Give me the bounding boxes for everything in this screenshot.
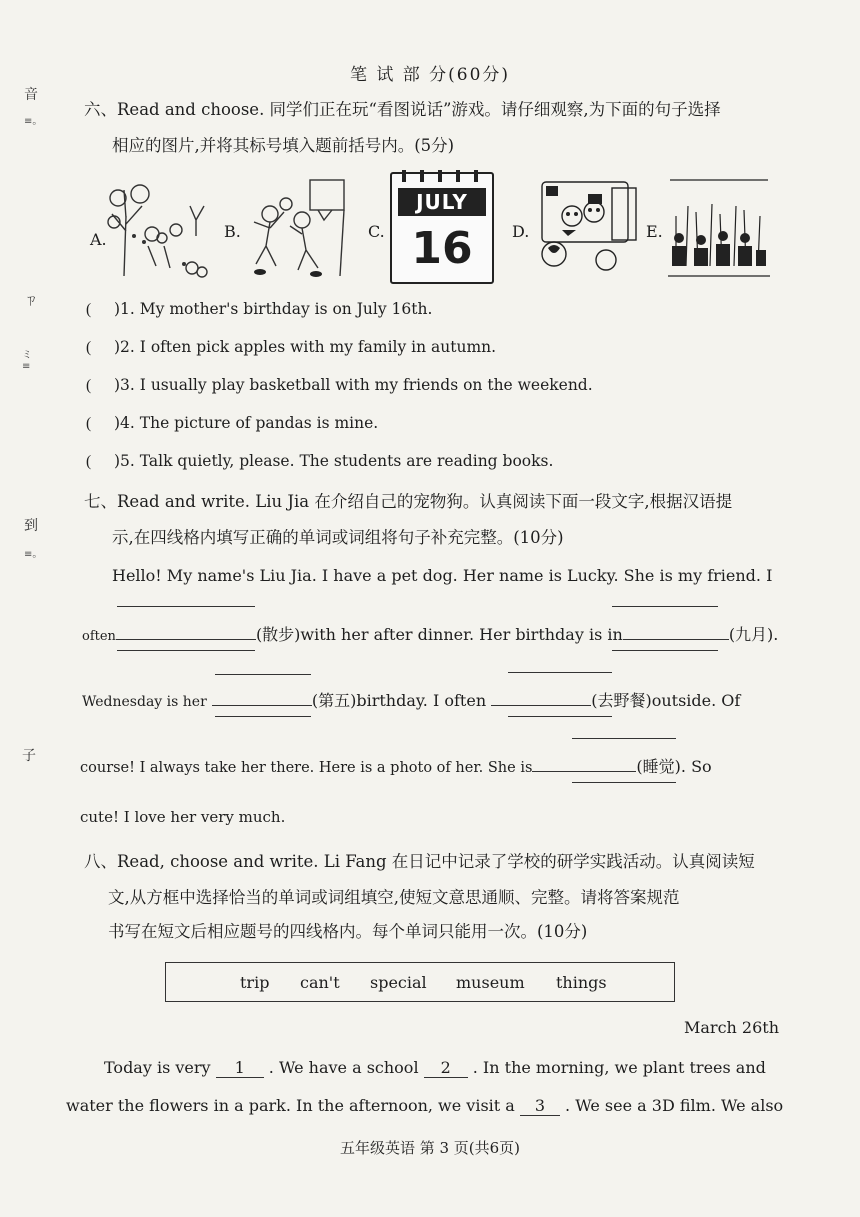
q7-paragraph-line-4: course! I always take her there. Here is a photo of her. She is (睡觉). So — [80, 757, 712, 776]
word-bank-box — [165, 962, 675, 1002]
blank-fifth[interactable] — [212, 689, 312, 706]
writing-grid-line — [572, 782, 676, 783]
q6-item-2: ( )2. I often pick apples with my family in autumn. — [86, 338, 497, 356]
q7-instruction-1: 七、Read and write. Liu Jia 在介绍自己的宠物狗。认真阅读下面一段文字,根据汉语提 — [84, 492, 733, 511]
answer-bracket[interactable]: ( — [86, 415, 92, 432]
writing-grid-line — [117, 606, 255, 607]
page-footer: 五年级英语 第 3 页(共6页) — [339, 1139, 521, 1157]
q6-item-1: ( )1. My mother's birthday is on July 16th. — [86, 300, 433, 318]
word-option: trip — [240, 973, 270, 992]
q8-instruction-1: 八、Read, choose and write. Li Fang 在日记中记录了学校的研学实践活动。认真阅读短 — [84, 852, 755, 871]
side-mark: 子 — [22, 748, 36, 764]
writing-grid-line — [508, 672, 612, 673]
side-mark: 到 — [24, 518, 38, 534]
q6-instruction-2: 相应的图片,并将其标号填入题前括号内。(5分) — [112, 136, 455, 155]
diary-date: March 26th — [684, 1018, 780, 1037]
side-mark-small: ミ ≡ — [22, 350, 32, 372]
writing-grid-line — [117, 650, 255, 651]
answer-bracket[interactable]: ( — [86, 377, 92, 394]
q7-paragraph-line-1: Hello! My name's Liu Jia. I have a pet dog. Her name is Lucky. She is my friend. I — [112, 566, 773, 585]
writing-grid-line — [215, 716, 311, 717]
word-option: museum — [456, 973, 525, 992]
writing-grid-line — [612, 606, 718, 607]
library-readers-icon — [664, 176, 774, 282]
blank-2[interactable]: 2 — [424, 1058, 468, 1078]
q7-paragraph-line-2: often (散步)with her after dinner. Her birthday is in (九月). — [82, 625, 779, 644]
picture-a-label: A. — [90, 230, 107, 249]
q7-paragraph-line-3: Wednesday is her (第五)birthday. I often (去野餐)outside. Of — [82, 691, 741, 710]
basketball-players-icon — [240, 176, 352, 282]
picture-e-label: E. — [646, 222, 663, 241]
q8-instruction-2: 文,从方框中选择恰当的单词或词组填空,使短文意思通顺、完整。请将答案规范 — [108, 888, 680, 907]
blank-picnic[interactable] — [491, 689, 591, 706]
q6-item-5: ( )5. Talk quietly, please. The students are reading books. — [86, 452, 554, 470]
tree-apple-picking-icon — [104, 176, 216, 282]
q7-instruction-2: 示,在四线格内填写正确的单词或词组将句子补充完整。(10分) — [112, 528, 564, 547]
calendar-icon — [390, 172, 494, 284]
word-option: special — [370, 973, 427, 992]
blank-september[interactable] — [623, 623, 729, 640]
blank-1[interactable]: 1 — [216, 1058, 264, 1078]
q7-paragraph-line-5: cute! I love her very much. — [80, 808, 286, 826]
q6-item-4: ( )4. The picture of pandas is mine. — [86, 414, 379, 432]
picture-b-label: B. — [224, 222, 241, 241]
calendar-rings — [392, 174, 492, 182]
calendar-day: 16 — [411, 223, 473, 274]
calendar-month: JULY — [398, 188, 486, 216]
side-mark-small: ≡。 — [24, 116, 43, 127]
q8-passage-line-1: Today is very 1 . We have a school 2 . In the morning, we plant trees and — [104, 1058, 766, 1077]
answer-bracket[interactable]: ( — [86, 453, 92, 470]
writing-grid-line — [612, 650, 718, 651]
picture-c-label: C. — [368, 222, 385, 241]
side-mark: 音 — [24, 87, 38, 103]
writing-grid-line — [572, 738, 676, 739]
q6-instruction-1: 六、Read and choose. 同学们正在玩“看图说话”游戏。请仔细观察,为下面的句子选择 — [84, 100, 721, 119]
side-mark: ㄗ — [24, 293, 38, 309]
blank-walk[interactable] — [116, 623, 256, 640]
answer-bracket[interactable]: ( — [86, 301, 92, 318]
writing-grid-line — [508, 716, 612, 717]
word-option: things — [556, 973, 607, 992]
section-title: 笔 试 部 分(60分) — [349, 65, 511, 85]
answer-bracket[interactable]: ( — [86, 339, 92, 356]
q8-instruction-3: 书写在短文后相应题号的四线格内。每个单词只能用一次。(10分) — [108, 922, 588, 941]
picture-d-label: D. — [512, 222, 530, 241]
writing-grid-line — [215, 674, 311, 675]
word-option: can't — [300, 973, 340, 992]
blank-sleeping[interactable] — [532, 755, 636, 772]
blank-3[interactable]: 3 — [520, 1096, 560, 1116]
panda-picture-icon — [532, 176, 642, 282]
side-mark-small: ≡。 — [24, 549, 43, 560]
q6-item-3: ( )3. I usually play basketball with my friends on the weekend. — [86, 376, 593, 394]
q8-passage-line-2: water the flowers in a park. In the afternoon, we visit a 3 . We see a 3D film. We also — [66, 1096, 784, 1115]
